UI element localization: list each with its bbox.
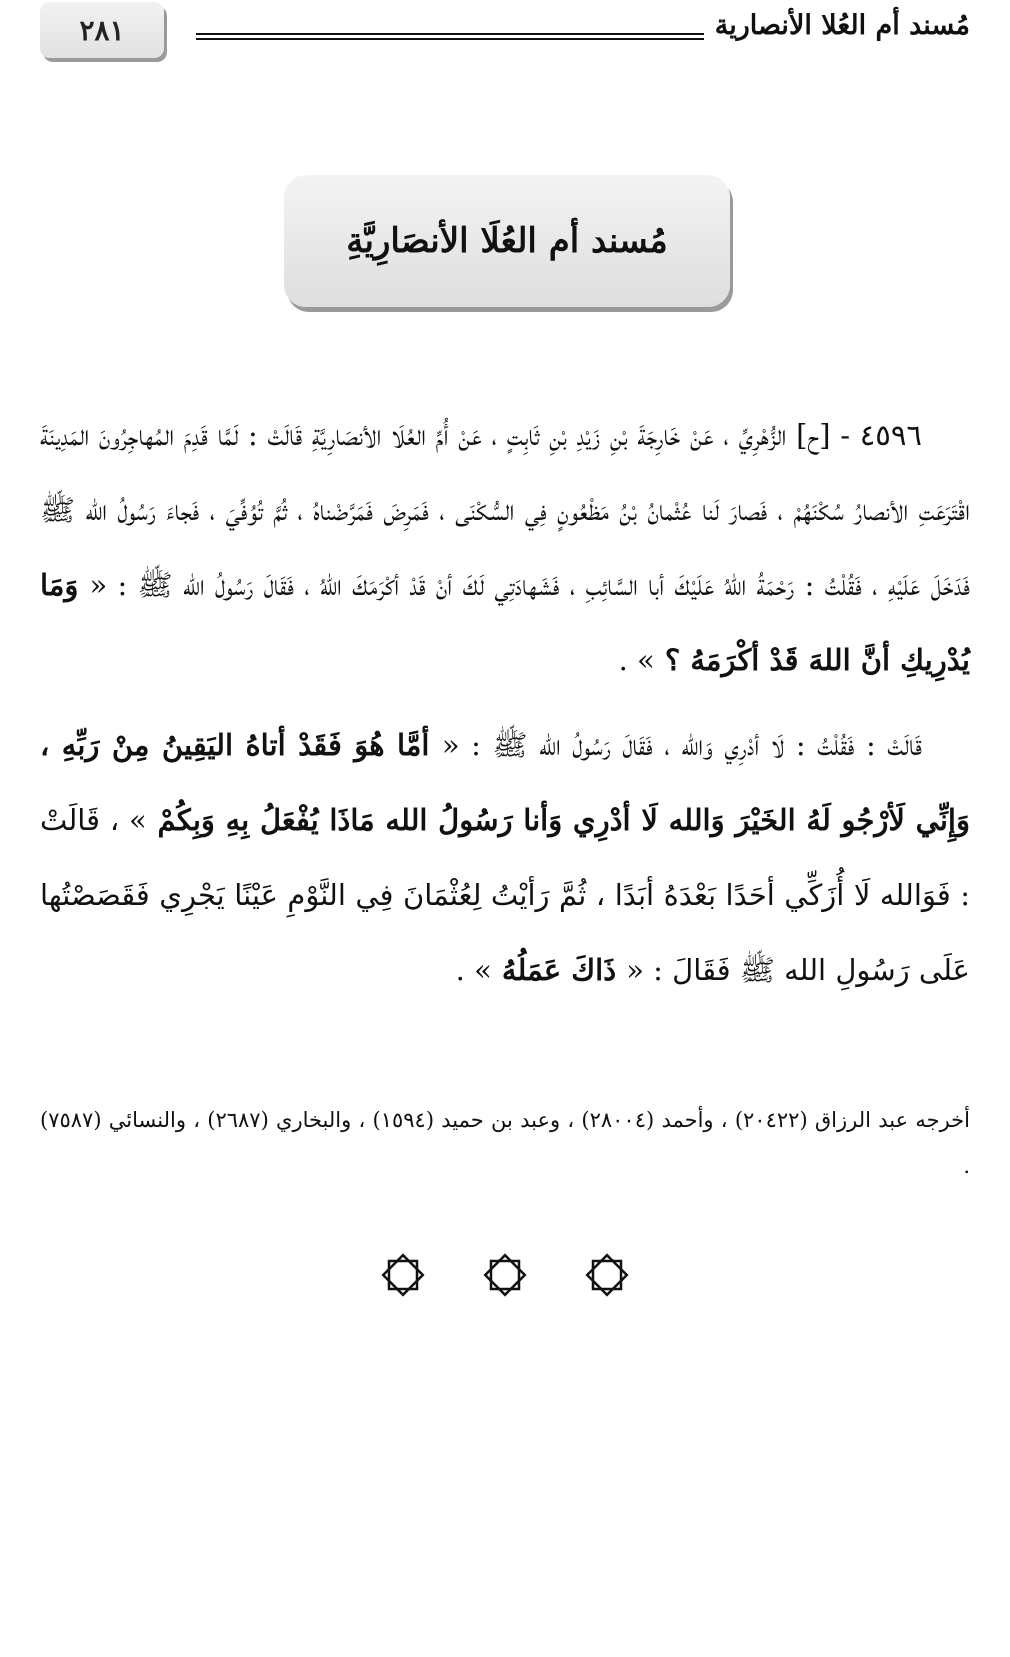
page-number: ٢٨١ [40, 2, 164, 58]
hadith-text [40, 398, 970, 1008]
running-title: مُسند أم العُلا الأنصارية [714, 10, 970, 41]
hadith-paragraph-2-middle: » ، قَالَتْ : فَوَالله لَا أُزَكِّي أحَدًا بَعْدَهُ أبَدًا ، ثُمَّ رَأيْتُ لِعُثْمَانَ فِي النَّوْمِ عَيْنًا يَجْرِي فَقَصَصْتُها عَلَى رَسُولِ الله ﷺ فَقَالَ : « [40, 803, 970, 987]
section-end-ornaments [380, 1250, 630, 1300]
octagram-star-icon [584, 1252, 630, 1298]
chapter-title: مُسند أم العُلَا الأنصَارِيَّةِ [284, 175, 730, 307]
hadith-paragraph-1-text: ٤٥٩٦ - [ح] الزُّهْرِيِّ ، عَنْ خَارِجَةَ بْنِ زَيْدِ بْنِ ثَابِتٍ ، عَنْ أُمِّ العُلَا الأنصَارِيَّةِ قَالَتْ : لَمَّا قَدِمَ المُهاجِرُونَ المَدِينَةَ اقْتَرَعَتِ الأنصارُ سُكْنَهُمْ ، فَصارَ لَنا عُثْمانُ بْنُ مَظْعُونٍ فِي السُّكْنَى ، فَمَرِضَ فَمَرَّضْناهُ ، ثُمَّ تُوُفِّيَ ، فَجاءَ رَسُولُ الله ﷺ فَدَخَلَ عَلَيْهِ ، فَقُلْتُ : رَحْمَةُ اللهُ عَلَيْكَ أبا السَّائِبِ ، فَشَهادَتِي لَكَ أنْ قَدْ أكْرَمَكَ اللهُ ، فَقَالَ رَسُولُ الله ﷺ : « [40, 418, 970, 602]
footnote: أخرجه عبد الرزاق (٢٠٤٢٢) ، وأحمد (٢٨٠٠٤) ، وعبد بن حميد (١٥٩٤) ، والبخاري (٢٦٨٧) ، والنسائي (٧٥٨٧) . [40, 1108, 970, 1178]
prophet-quote-1: وَمَا يُدْرِيكِ أنَّ اللهَ قَدْ أكْرَمَهُ ؟ [40, 568, 970, 677]
hadith-paragraph-2 [40, 708, 970, 1008]
header-rule [196, 33, 704, 40]
hadith-paragraph-2-end: » . [455, 953, 492, 987]
prophet-quote-2: أمَّا هُوَ فَقَدْ أتاهُ اليَقِينُ مِنْ رَبِّهِ ، وَإِنِّي لَأرْجُو لَهُ الخَيْرَ وَالله لَا أدْرِي وَأنا رَسُولُ الله مَاذَا يُفْعَلُ بِهِ وَبِكُمْ [40, 728, 970, 837]
hadith-paragraph-1-end: » . [618, 643, 655, 677]
octagram-star-icon [380, 1252, 426, 1298]
prophet-quote-3: ذَاكَ عَمَلُهُ [491, 953, 627, 987]
hadith-paragraph-1 [40, 398, 970, 698]
hadith-paragraph-2-start: قَالَتْ : فَقُلْتُ : لَا أدْرِي وَالله ، فَقَالَ رَسُولُ الله ﷺ : « [441, 728, 922, 762]
octagram-star-icon [482, 1252, 528, 1298]
